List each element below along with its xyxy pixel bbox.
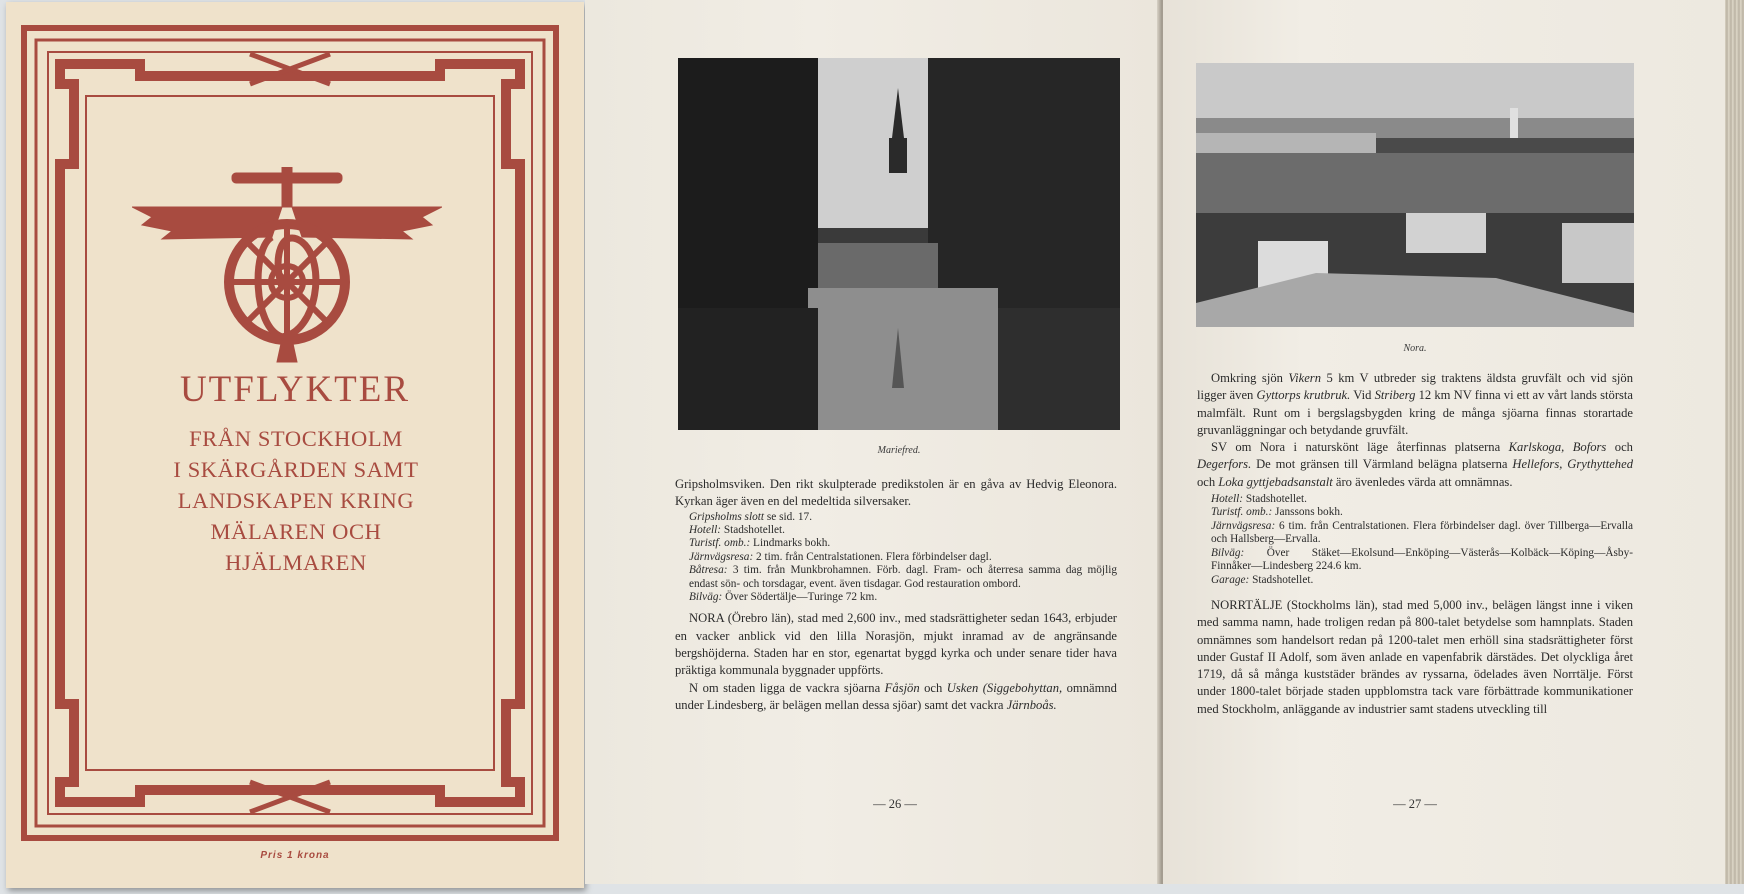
cover-subtitle-line: HJÄLMAREN xyxy=(225,550,367,575)
place-name: Vikern xyxy=(1288,371,1322,385)
info-label: Järnvägsresa: xyxy=(689,550,754,563)
text-run: SV om Nora i naturskönt läge återfinnas platserna xyxy=(1211,440,1509,455)
info-text: Stadshotellet. xyxy=(1243,493,1308,506)
info-text: Stadshotellet. xyxy=(1249,573,1314,586)
place-name: Hellefors, Grythyttehed xyxy=(1512,457,1633,472)
place-name: Usken (Siggebohyttan, xyxy=(946,680,1063,695)
place-name: Gyttorps krutbruk. xyxy=(1256,388,1351,403)
page-number: — 27 — xyxy=(1393,797,1437,811)
norrtalje-paragraph: NORRTÄLJE (Stockholms län), stad med 5,000 inv., belägen längst inne i viken med samma namn, hade troligen redan på 800-talet betydelse som hamnplats. Staden omnämnes som handelsort redan på 1200-talet men erhöll sina stadsrättigheter först under Gustaf II Adolf, som även anlade en vapenfabrik därstädes. Det olyckliga året 1719, då så många kuststäder brändes av ryssarna, ödelades även Norrtälje. Först under 1800-talet började staden uppblomstra tack vare förbättrade kommunikationer med Stockholm, anläggande av industrier samt stadens utveckling till xyxy=(1197,597,1633,716)
place-name: Striberg xyxy=(1374,388,1416,403)
info-text: 3 tim. från Munkbrohamnen. Förb. dagl. Fram- och återresa samma dag möjlig endast sön- och torsdagar, event. även tisdagar. God restauration ombord. xyxy=(689,564,1117,590)
info-line xyxy=(675,591,1117,604)
sv-nora-paragraph xyxy=(1197,439,1633,491)
nora-photo xyxy=(1196,63,1634,327)
cover-subtitle-line: MÄLAREN OCH xyxy=(210,519,382,544)
info-line xyxy=(1197,547,1633,574)
text-run: äro ävenledes värda att omnämnas. xyxy=(1332,474,1513,489)
page-number: — 26 — xyxy=(873,797,917,811)
info-label: Bilväg: xyxy=(1211,546,1245,559)
text-run: och xyxy=(919,680,947,695)
nora-lakes-paragraph xyxy=(675,680,1117,715)
cover-subtitle-line: LANDSKAPEN KRING xyxy=(177,488,415,513)
text-run: N om staden ligga de vackra sjöarna xyxy=(689,680,885,695)
cover-subtitle xyxy=(96,423,496,578)
place-name: Järnboås. xyxy=(1006,697,1057,712)
info-text: Över Stäket—Ekolsund—Enköping—Västerås—Kolbäck—Köping—Åsby-Finnåker—Lindesberg 224.6 km. xyxy=(1211,546,1633,573)
open-book-spread xyxy=(585,0,1744,884)
cover-subtitle-line: FRÅN STOCKHOLM xyxy=(189,426,403,451)
booklet-cover xyxy=(6,2,584,888)
nora-paragraph: NORA (Örebro län), stad med 2,600 inv., med stadsrättigheter sedan 1643, erbjuder en vacker anblick vid den lilla Norasjön, mjukt inramad av de angränsande bergshöjderna. Staden har en stor, egenartat byggd kyrka och under senare tider hava präktiga kommunala byggnader uppförts. xyxy=(675,611,1117,678)
cover-price: Pris 1 krona xyxy=(260,850,330,861)
left-page-body xyxy=(675,476,1117,714)
info-text: Janssons bokh. xyxy=(1272,506,1343,519)
info-text: 6 tim. från Centralstationen. Flera förbindelser dagl. över Tillberga—Ervalla och Hallsberg—Ervalla. xyxy=(1211,519,1633,546)
page-27 xyxy=(1163,0,1723,884)
info-label: Bilväg: xyxy=(689,591,723,604)
info-label: Garage: xyxy=(1211,573,1250,586)
info-label: Hotell: xyxy=(1211,493,1243,506)
info-line xyxy=(675,551,1117,564)
cover-title: UTFLYKTER xyxy=(179,369,411,410)
winged-wheel-emblem-icon xyxy=(132,167,442,367)
info-label: Järnvägsresa: xyxy=(1211,519,1276,532)
info-text: Över Södertälje—Turinge 72 km. xyxy=(722,591,878,604)
place-name: Karlskoga, Bofors xyxy=(1508,440,1607,455)
place-name: Degerfors. xyxy=(1197,457,1252,472)
info-line xyxy=(1197,574,1633,587)
info-line xyxy=(1197,520,1633,547)
text-run: 5 km V utbreder sig traktens äldsta gruvfält och vid sjön ligger även xyxy=(1197,371,1633,403)
photo-caption: Nora. xyxy=(1403,343,1427,354)
text-run: och xyxy=(1606,440,1633,455)
text-run: Vid xyxy=(1350,388,1375,403)
info-block xyxy=(675,511,1117,605)
info-text: Stadshotellet. xyxy=(721,524,786,536)
info-line xyxy=(675,537,1117,550)
info-text: se sid. 17. xyxy=(764,510,813,523)
info-block xyxy=(1197,493,1633,587)
paragraph: Gripsholmsviken. Den rikt skulpterade predikstolen är en gåva av Hedvig Eleonora. Kyrkan äger även en del medeltida silversaker. xyxy=(675,477,1117,509)
info-label: Båtresa: xyxy=(689,564,728,577)
info-line xyxy=(675,564,1117,591)
info-line xyxy=(675,511,1117,524)
info-label: Gripsholms slott xyxy=(689,510,765,523)
mariefred-photo xyxy=(678,58,1120,430)
info-line xyxy=(675,524,1117,537)
info-label: Hotell: xyxy=(689,524,721,536)
info-line xyxy=(1197,506,1633,519)
place-name: Loka gyttjebadsanstalt xyxy=(1218,474,1333,489)
vikern-paragraph xyxy=(1197,370,1633,439)
info-line xyxy=(1197,493,1633,506)
page-stack-edge xyxy=(1725,0,1744,884)
info-label: Turistf. omb.: xyxy=(689,537,751,550)
photo-caption: Mariefred. xyxy=(877,445,921,456)
text-run: De mot gränsen till Värmland belägna platserna xyxy=(1251,457,1513,472)
page-26 xyxy=(585,0,1160,884)
info-text: Lindmarks bokh. xyxy=(750,537,831,550)
right-page-body xyxy=(1197,370,1633,718)
info-label: Turistf. omb.: xyxy=(1211,506,1273,519)
text-run: Omkring sjön xyxy=(1211,371,1289,385)
info-text: 2 tim. från Centralstationen. Flera förbindelser dagl. xyxy=(753,550,992,563)
cover-subtitle-line: I SKÄRGÅRDEN SAMT xyxy=(173,457,419,482)
place-name: Fåsjön xyxy=(884,680,920,695)
text-run: och xyxy=(1197,474,1219,489)
text-run: omnämnd under Lindesberg, är belägen mellan dessa sjöar) samt det vackra xyxy=(675,680,1117,712)
text-run: 12 km NV finna vi ett av vårt lands största malmfält. Runt om i bergslagsbygden kring de många sjöarna finnas storartade gruvanläggningar och betydande gruvfält. xyxy=(1197,388,1634,437)
